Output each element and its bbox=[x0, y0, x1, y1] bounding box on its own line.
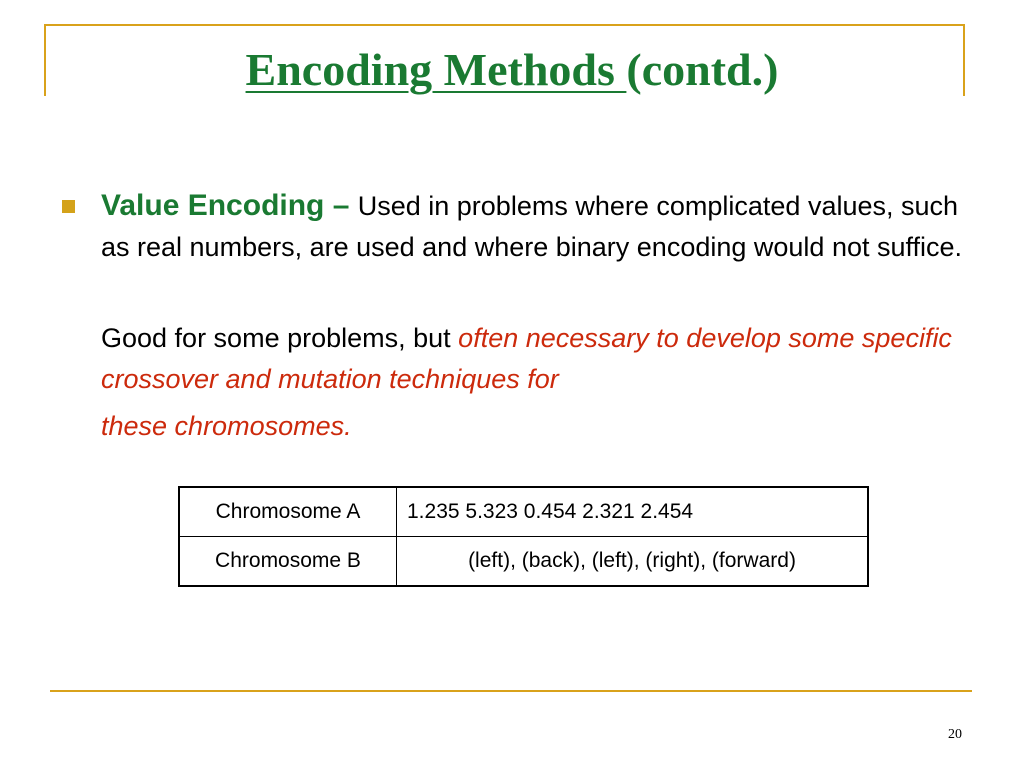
table-row bbox=[179, 537, 868, 587]
slide-title-underlined: Encoding Methods bbox=[245, 44, 627, 95]
bullet-paragraph bbox=[101, 185, 981, 268]
note-emphasis-text-end: these chromosomes. bbox=[101, 411, 352, 441]
bullet-description: Used in problems where complicated values, such as real numbers, are used and where binary encoding would not suffice. bbox=[101, 191, 963, 262]
slide-title bbox=[0, 40, 1024, 100]
frame-top-rule bbox=[44, 24, 965, 26]
row-label-cell: Chromosome B bbox=[179, 537, 397, 587]
table-row bbox=[179, 487, 868, 537]
note-plain-text: Good for some problems, but bbox=[101, 323, 459, 353]
slide-title-rest: (contd.) bbox=[626, 44, 779, 95]
note-emphasis-text: often necessary to develop some specific crossover and mutation techniques for bbox=[101, 323, 952, 394]
bullet-square-icon bbox=[62, 200, 75, 213]
row-label-cell: Chromosome A bbox=[179, 487, 397, 537]
page-number: 20 bbox=[948, 727, 962, 742]
row-value-cell: (left), (back), (left), (right), (forward) bbox=[397, 537, 869, 587]
note-paragraph bbox=[101, 318, 981, 447]
footer-rule bbox=[50, 690, 972, 692]
chromosome-table bbox=[178, 486, 869, 587]
bullet-lead: Value Encoding – bbox=[101, 189, 358, 222]
row-value-cell: 1.235 5.323 0.454 2.321 2.454 bbox=[397, 487, 869, 537]
